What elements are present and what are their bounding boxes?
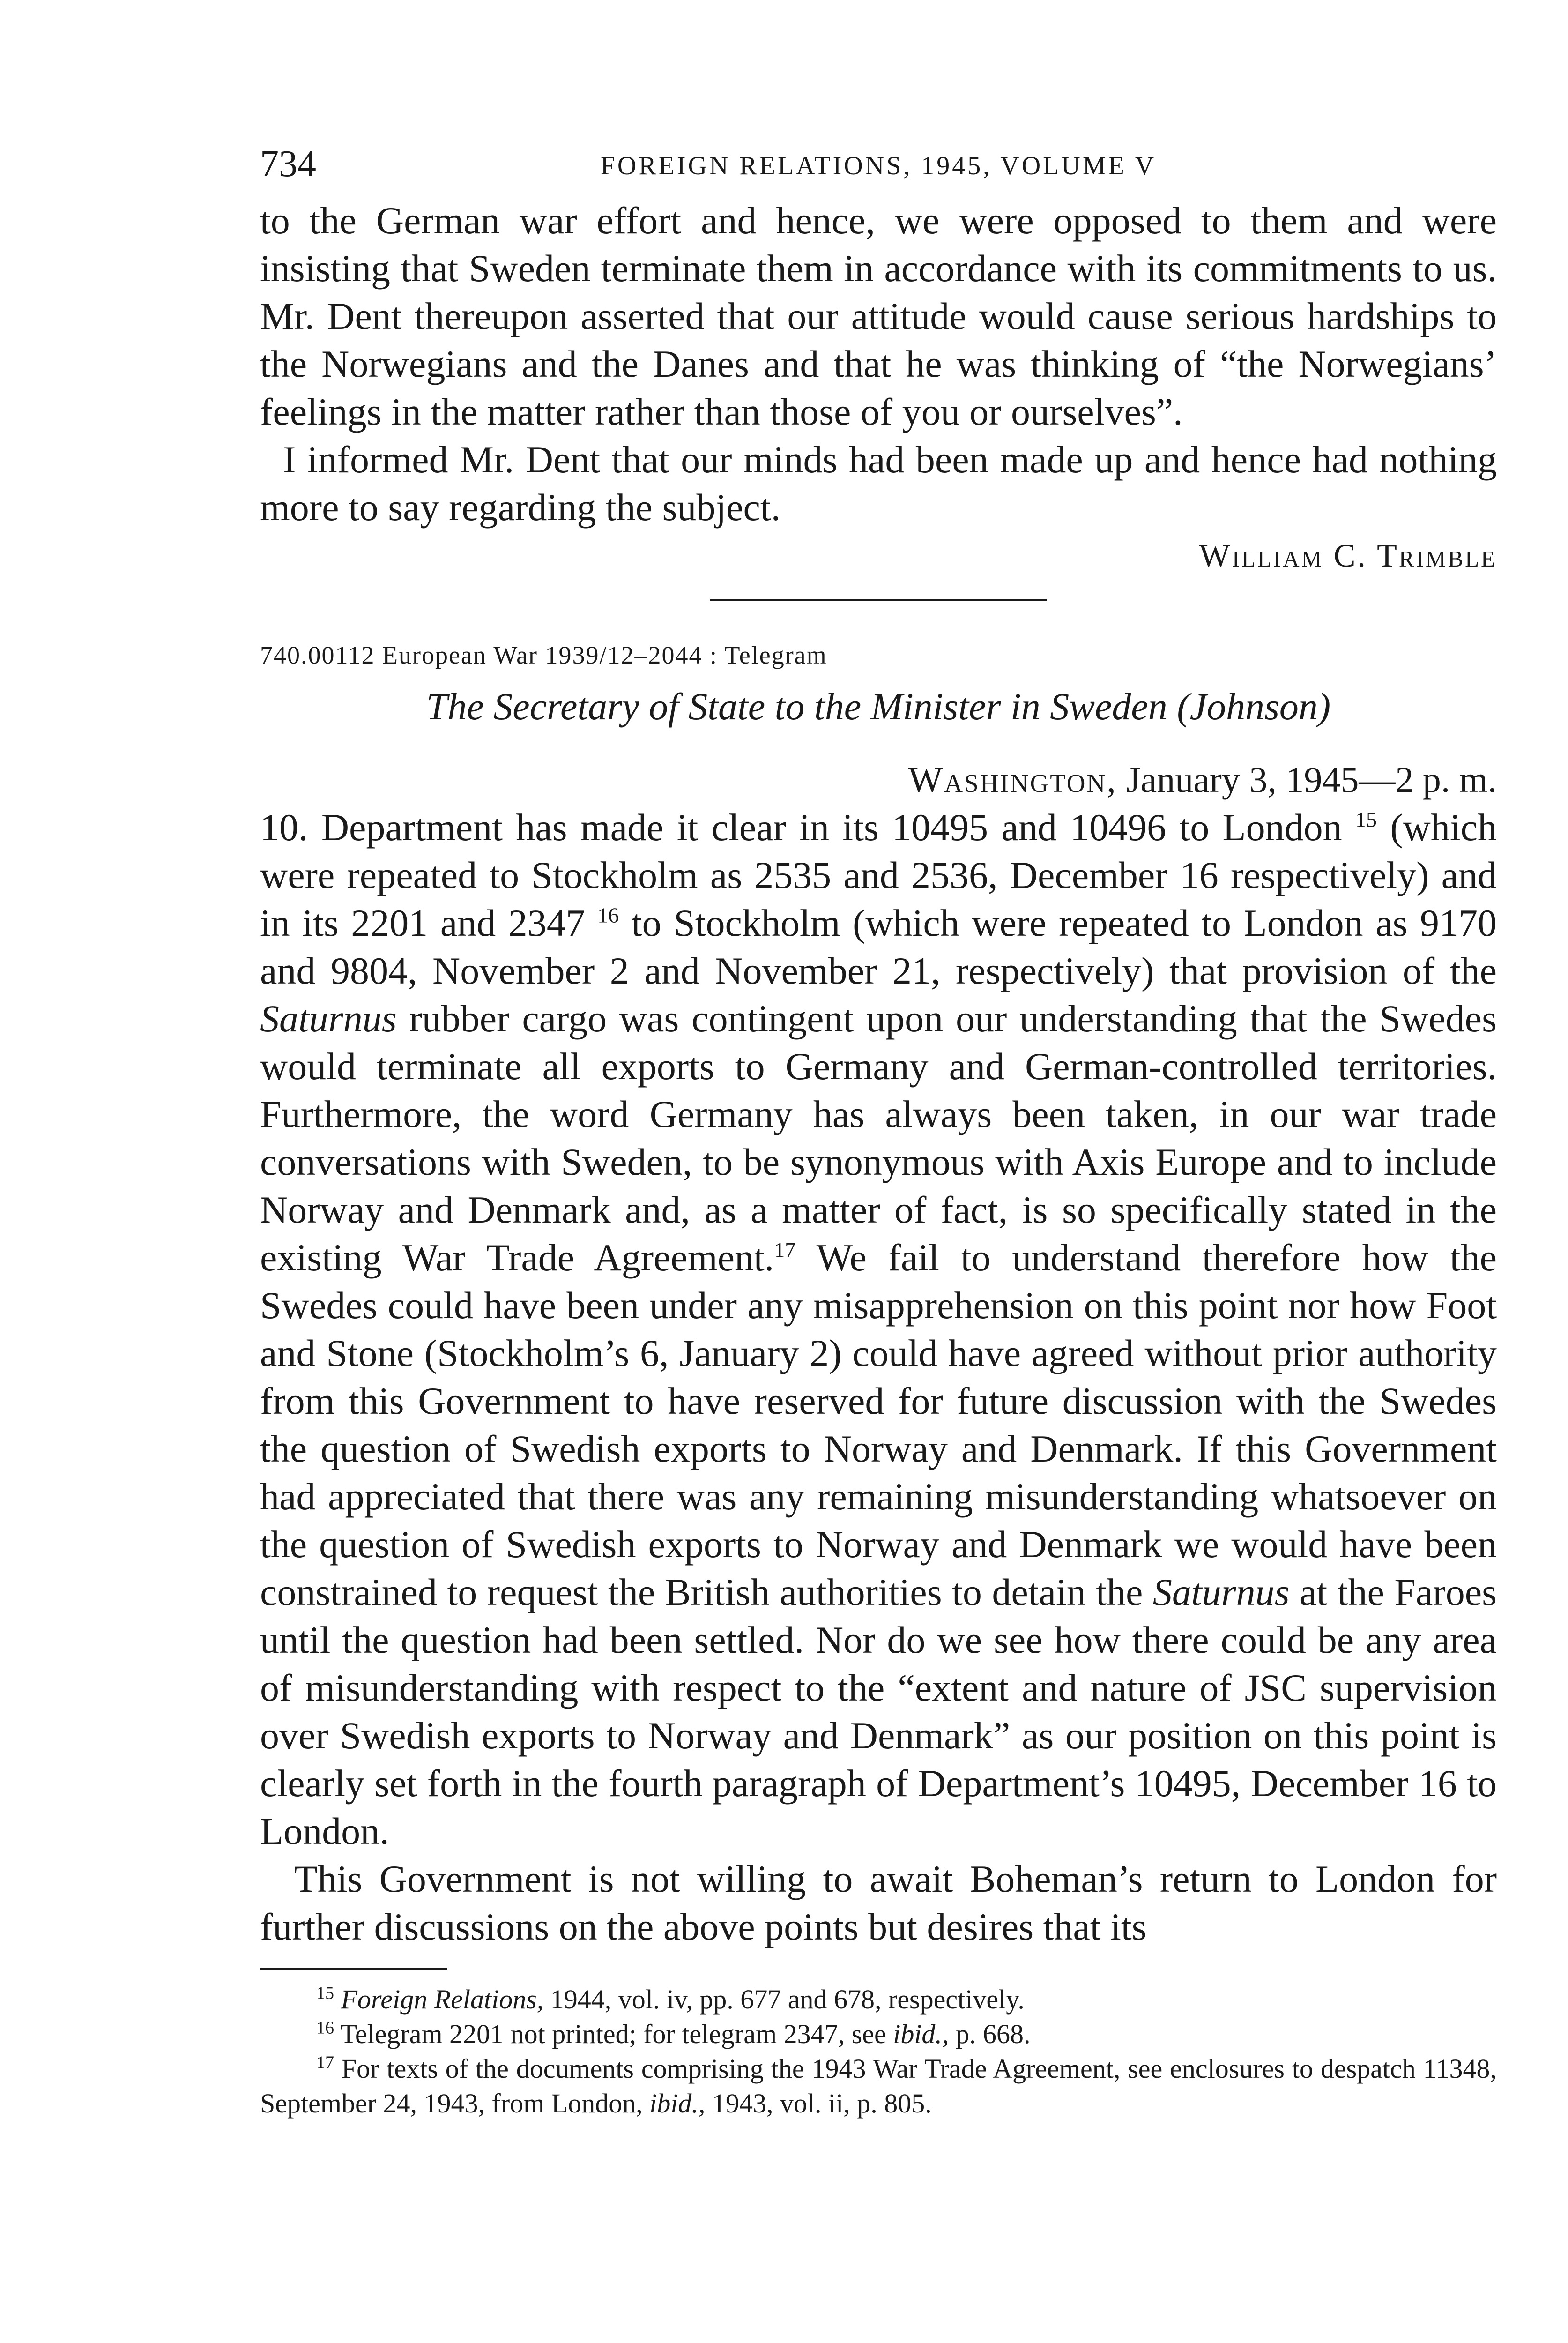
footnote-text: 1943, vol. ii, p. 805. xyxy=(712,2088,932,2119)
document-heading: The Secretary of State to the Minister in Sweden (Johnson) xyxy=(426,685,1331,728)
ship-name: Saturnus xyxy=(260,997,397,1040)
dateline-place: Washington, xyxy=(908,759,1117,800)
signature: William C. Trimble xyxy=(1199,538,1497,574)
footnote-ref-17: 17 xyxy=(774,1238,796,1262)
continued-paragraph: to the German war effort and hence, we were opposed to them and were insisting that Sweden terminate them in accordance with its commitments to us. Mr. Dent thereupon asserted that our attitude would cause serious hardships to the Norwegians and the Danes and that he was thinking of “the Norwegians’ feelings in the matter rather than those of you or ourselves”. xyxy=(260,199,1497,433)
dateline xyxy=(260,756,1497,804)
document-page xyxy=(260,141,1497,2121)
telegram-text-b: (which were repeated to Stockholm as 2535 and 2536, December 16 respectively) and in its 2201 and 2347 xyxy=(260,806,1497,944)
footnote-15 xyxy=(260,1982,1497,2017)
footnote-rule xyxy=(260,1968,447,1970)
footnote-text: p. 668. xyxy=(955,2019,1031,2049)
footnote-ref-16: 16 xyxy=(597,903,619,927)
file-reference: 740.00112 European War 1939/12–2044 : Telegram xyxy=(260,641,827,669)
section-divider xyxy=(710,599,1047,601)
footnote-italic: ibid., xyxy=(893,2019,949,2049)
footnote-mark: 16 xyxy=(316,2018,334,2038)
telegram-paragraph-2 xyxy=(260,1855,1497,1951)
footnote-16 xyxy=(260,2017,1497,2052)
telegram-text-f: at the Faroes until the question had been settled. Nor do we see how there could be any area of misunderstanding with respect to the “extent and nature of JSC supervision over Swedish exports to Norway and Denmark” as our position on this point is clearly set forth in the fourth paragraph of Department’s 10495, December 16 to London. xyxy=(260,1571,1497,1852)
footnote-italic: Foreign Relations, xyxy=(341,1984,544,2015)
footnotes xyxy=(260,1982,1497,2121)
footnote-mark: 15 xyxy=(316,1983,334,2003)
telegram-paragraph-1 xyxy=(260,804,1497,1855)
closing-paragraph xyxy=(260,436,1497,531)
footnote-mark: 17 xyxy=(316,2052,334,2073)
ship-name: Saturnus xyxy=(1152,1571,1290,1613)
telegram-text-e: We fail to understand therefore how the Swedes could have been under any misapprehension on this point nor how Foot and Stone (Stockholm’s 6, January 2) could have agreed without prior authority from this Government to have reserved for future discussion with the Swedes the question of Swedish exports to Norway and Denmark. If this Government had appreciated that there was any remaining misunderstanding whatsoever on the question of Swedish exports to Norway and Denmark we would have been constrained to request the British authorities to detain the xyxy=(260,1236,1497,1613)
closing-paragraph-text: I informed Mr. Dent that our minds had been made up and hence had nothing more to say regarding the subject. xyxy=(260,438,1497,529)
dateline-date: January 3, 1945—2 p. m. xyxy=(1126,759,1497,800)
telegram-text-a: 10. Department has made it clear in its 10495 and 10496 to London xyxy=(260,806,1342,849)
footnote-text-pre: Telegram 2201 not printed; for telegram 2347, see xyxy=(340,2019,886,2049)
footnote-text-pre: For texts of the documents comprising the 1943 War Trade Agreement, see enclosures to despatch 11348, September 24, 1943, from London, xyxy=(260,2053,1497,2119)
footnote-italic: ibid., xyxy=(649,2088,706,2119)
page-number: 734 xyxy=(260,143,316,185)
footnote-text: 1944, vol. iv, pp. 677 and 678, respectively. xyxy=(550,1984,1025,2015)
footnote-17 xyxy=(260,2052,1497,2121)
running-title: FOREIGN RELATIONS, 1945, VOLUME V xyxy=(600,151,1157,180)
telegram-paragraph-2-text: This Government is not willing to await Boheman’s return to London for further discussions on the above points but desires that its xyxy=(260,1858,1497,1948)
running-header xyxy=(260,141,1497,197)
telegram-text-d: rubber cargo was contingent upon our understanding that the Swedes would terminate all exports to Germany and German-controlled territories. Furthermore, the word Germany has always been taken, in our war trade conversations with Sweden, to be synonymous with Axis Europe and to include Norway and Denmark and, as a matter of fact, is so specifically stated in the existing War Trade Agreement. xyxy=(260,997,1497,1279)
telegram-text-c: to Stockholm (which were repeated to London as 9170 and 9804, November 2 and November 21, respectively) that provision of the xyxy=(260,902,1497,992)
footnote-ref-15: 15 xyxy=(1355,807,1377,832)
